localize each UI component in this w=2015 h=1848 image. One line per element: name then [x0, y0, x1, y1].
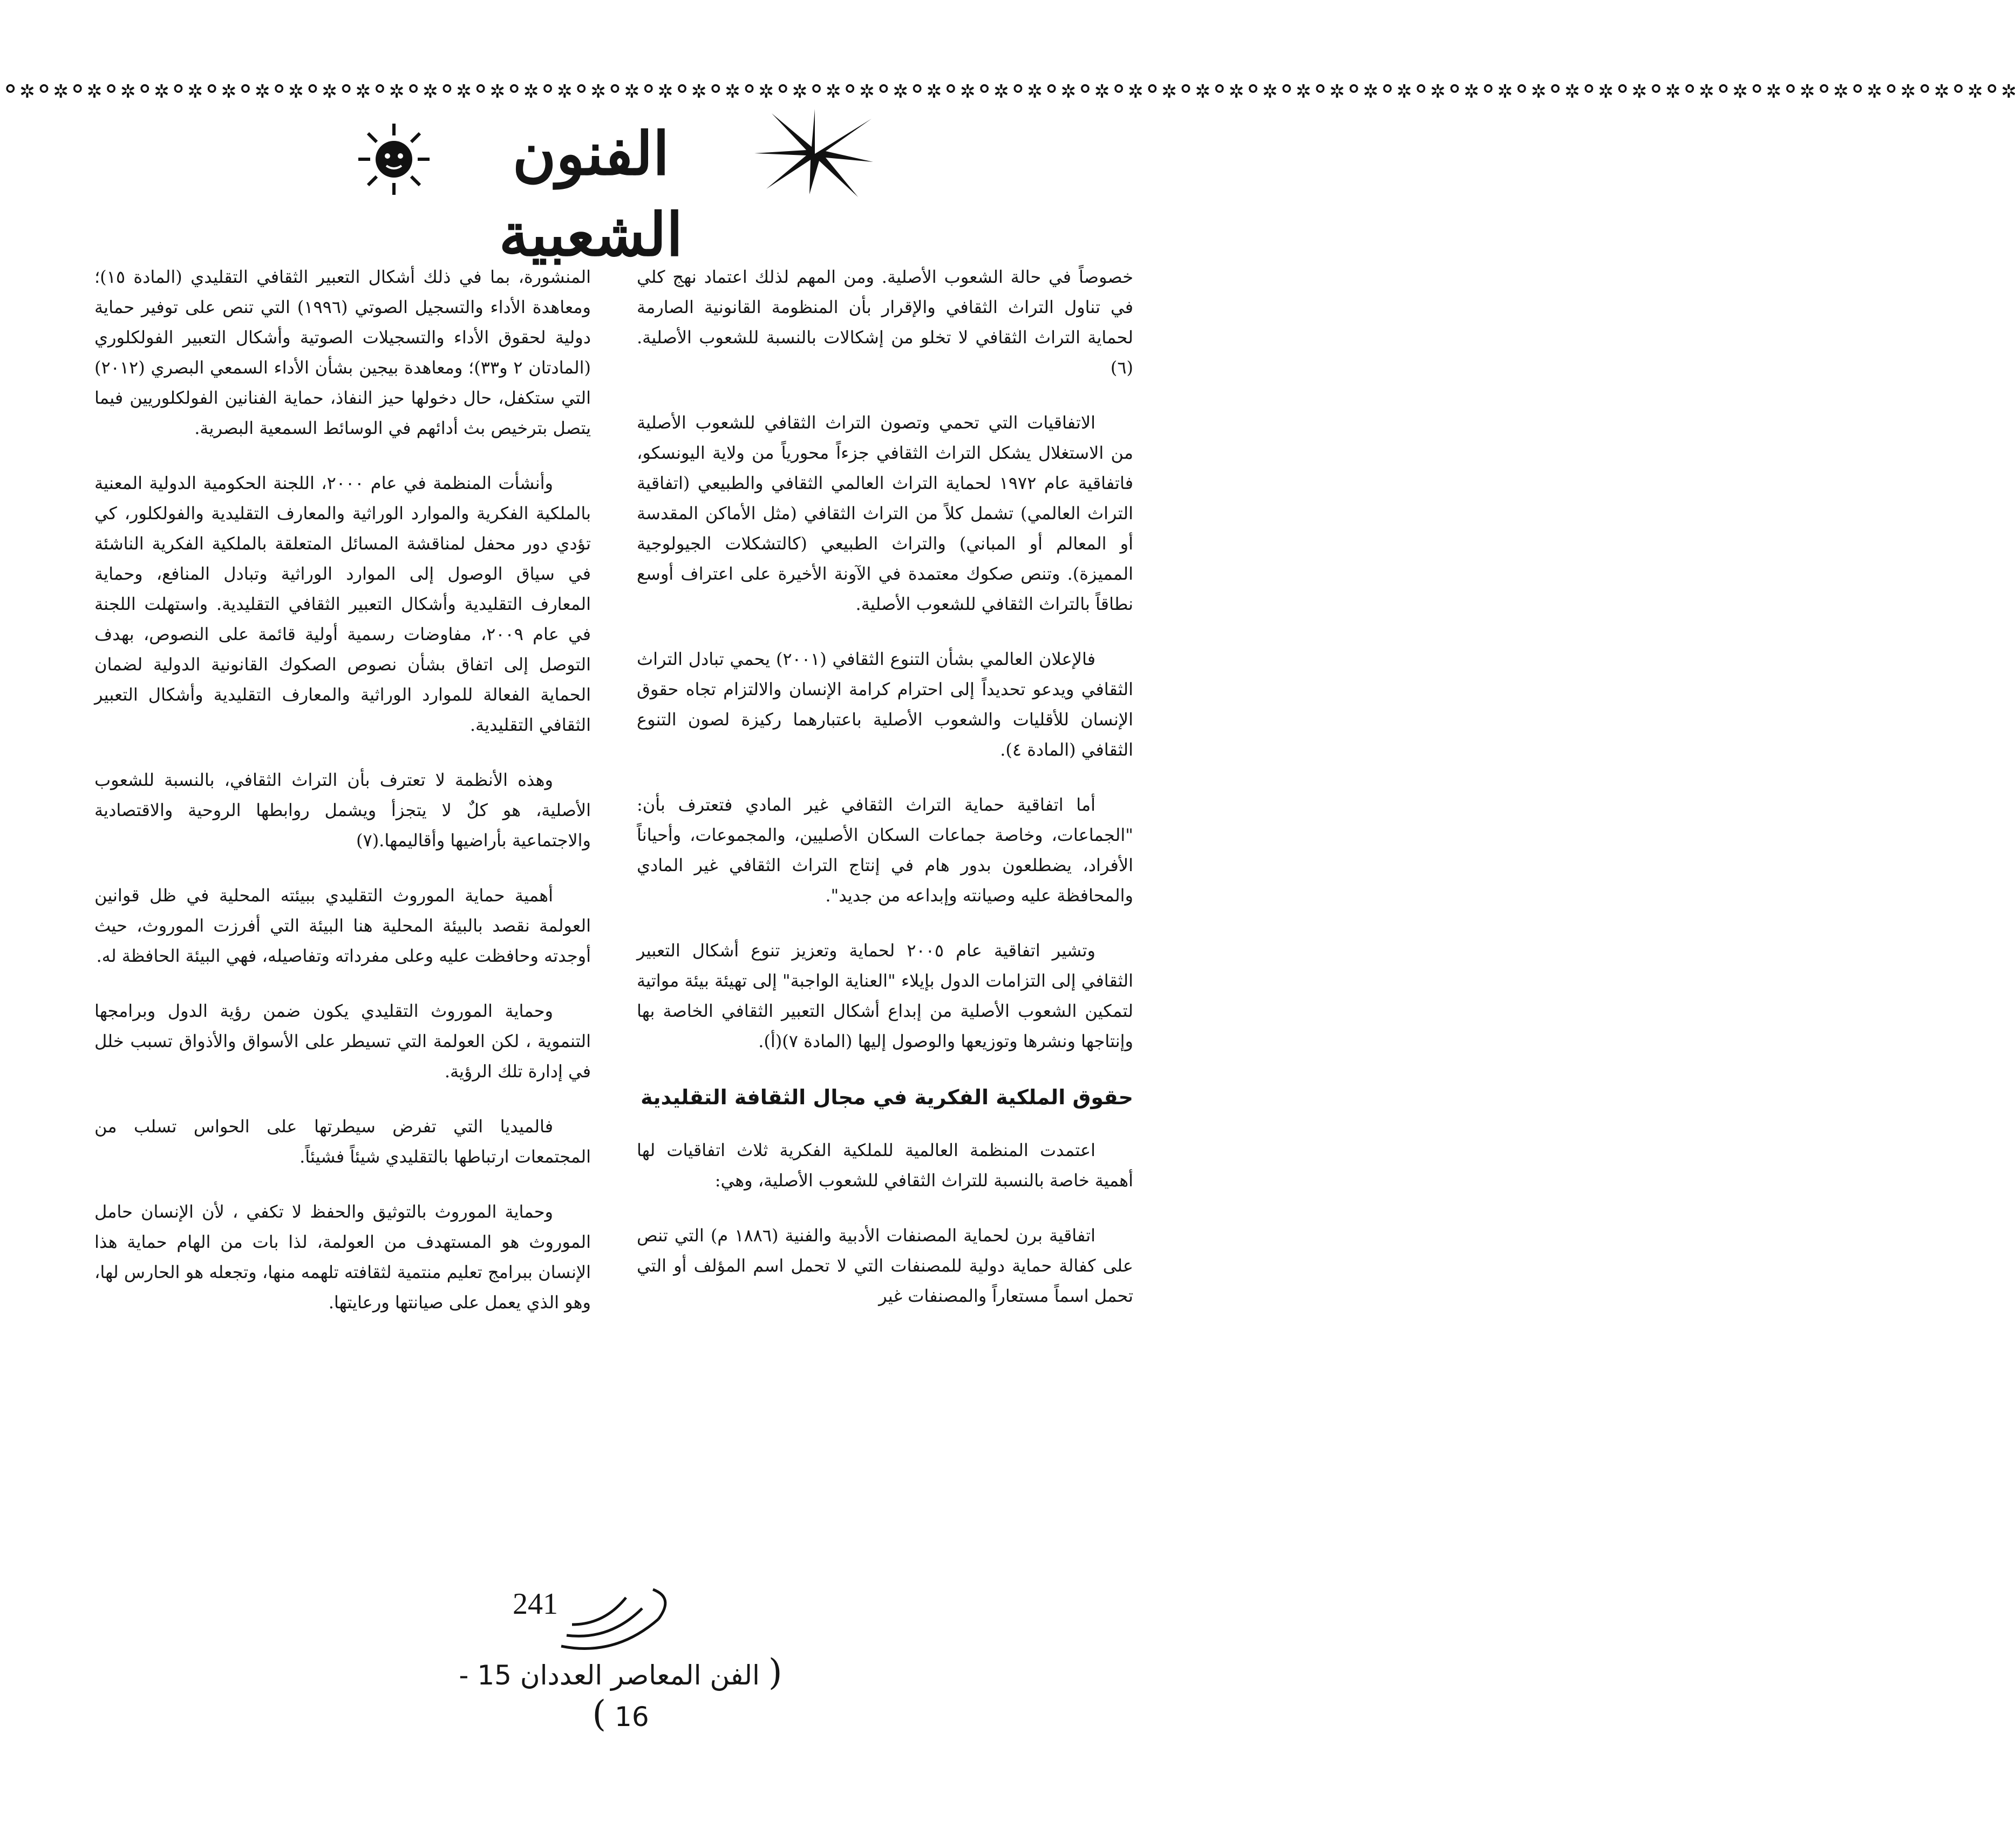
right-column [637, 262, 1133, 1336]
masthead [335, 108, 874, 269]
paragraph: وهذه الأنظمة لا تعترف بأن التراث الثقافي، بالنسبة للشعوب الأصلية، هو كلٌ لا يتجزأ ويشمل روابطها الروحية والاقتصادية والاجتماعية بأراضيها وأقاليمها.(٧) [94, 770, 591, 851]
paragraph: اعتمدت المنظمة العالمية للملكية الفكرية ثلاث اتفاقيات لها أهمية خاصة بالنسبة للتراث الثقافي للشعوب الأصلية، وهي: [637, 1140, 1133, 1191]
masthead-title: الفنون الشعبية [499, 119, 683, 269]
section-heading: حقوق الملكية الفكرية في مجال الثقافة التقليدية [641, 1085, 1133, 1109]
paragraph: وأنشأت المنظمة في عام ٢٠٠٠، اللجنة الحكومية الدولية المعنية بالملكية الفكرية والموارد الوراثية والمعارف التقليدية والفولكلور، كي تؤدي دور محفل لمناقشة المسائل المتعلقة بالملكية الفكرية الناشئة في سياق الوصول إلى الموارد الوراثية وتبادل المنافع، وحماية المعارف التقليدية وأشكال التعبير الثقافي التقليدية. واستهلت اللجنة في عام ٢٠٠٩، مفاوضات رسمية أولية قائمة على النصوص، بهدف التوصل إلى اتفاق بشأن نصوص الصكوك القانونية الدولية لضمان الحماية الفعالة للموارد الوراثية والمعارف التقليدية وأشكال التعبير الثقافي التقليدية. [94, 473, 591, 735]
star-burst-icon [750, 108, 874, 200]
paragraph: وحماية الموروث بالتوثيق والحفظ لا تكفي ، لأن الإنسان حامل الموروث هو المستهدف من العولمة، لذا بات من الهام حماية هذا الإنسان ببرامج تعليم منتمية لثقافته تلهمه منها، وتجعله هو الحارس لها، وهو الذي يعمل على صيانتها ورعايتها. [94, 1201, 591, 1313]
paragraph: اتفاقية برن لحماية المصنفات الأدبية والفنية (١٨٨٦ م) التي تنص على كفالة حماية دولية للمصنفات التي لا تحمل اسم المؤلف أو التي تحمل اسماً مستعاراً والمصنفات غير [637, 1225, 1133, 1306]
paragraph: وحماية الموروث التقليدي يكون ضمن رؤية الدول وبرامجها التنموية ، لكن العولمة التي تسيطر على الأسواق والأذواق تسبب خلل في إدارة تلك الرؤية. [94, 1001, 591, 1082]
journal-name: الفن المعاصر [611, 1660, 760, 1691]
paragraph: المنشورة، بما في ذلك أشكال التعبير الثقافي التقليدي (المادة ١٥)؛ ومعاهدة الأداء والتسجيل الصوتي (١٩٩٦) التي تنص على توفير حماية دولية لحقوق الأداء والتسجيلات الصوتية وأشكال التعبير الفولكلوري (المادتان ٢ و٣٣)؛ ومعاهدة بيجين بشأن الأداء السمعي البصري (٢٠١٢) التي ستكفل، حال دخولها حيز النفاذ، حماية الفنانين الفولكلوريين فيما يتصل بترخيص بث أدائهم في الوسائط السمعية البصرية. [94, 267, 591, 438]
paragraph: وتشير اتفاقية عام ٢٠٠٥ لحماية وتعزيز تنوع أشكال التعبير الثقافي إلى التزامات الدول بإيلاء "العناية الواجبة" إلى تهيئة بيئة مواتية لتمكين الشعوب الأصلية من إبداع أشكال التعبير الثقافي الخاصة بها وإنتاجها ونشرها وتوزيعها والوصول إليها (المادة ٧)(أ). [637, 940, 1134, 1051]
paragraph: فالإعلان العالمي بشأن التنوع الثقافي (٢٠٠١) يحمي تبادل التراث الثقافي ويدعو تحديداً إلى احترام كرامة الإنسان والالتزام تجاه حقوق الإنسان للأقليات والشعوب الأصلية باعتبارهما ركيزة لصون التنوع الثقافي (المادة ٤). [637, 649, 1133, 760]
issue-line: ( الفن المعاصر العددان 15 - 16 ) [459, 1652, 782, 1735]
left-column [94, 262, 591, 1342]
paragraph: فالميديا التي تفرض سيطرتها على الحواس تسلب من المجتمعات ارتباطها بالتقليدي شيئاً فشيئاً. [94, 1116, 591, 1167]
page-number: 241 [513, 1587, 558, 1621]
paragraph: أما اتفاقية حماية التراث الثقافي غير المادي فتعترف بأن: "الجماعات، وخاصة جماعات السكان الأصليين، والمجموعات، وأحياناً الأفراد، يضطلعون بدور هام في إنتاج التراث الثقافي غير المادي والمحافظة عليه وصيانته وإبداعه من جديد". [637, 794, 1133, 906]
sun-face-icon [356, 121, 432, 197]
paragraph: أهمية حماية الموروث التقليدي ببيئته المحلية في ظل قوانين العولمة نقصد بالبيئة المحلية هنا البيئة التي أفرزت الموروث، حيث أوجدته وحافظت عليه وعلى مفرداته وتفاصيله، فهي البيئة الحافظة له. [94, 885, 591, 966]
wave-logo-icon [550, 1587, 680, 1657]
issue-number: العددان 15 - 16 [459, 1660, 649, 1732]
decorative-border: ⚬✲⚬✲⚬✲⚬✲⚬✲⚬✲⚬✲⚬✲⚬✲⚬✲⚬✲⚬✲⚬✲⚬✲⚬✲⚬✲⚬✲⚬✲⚬✲⚬✲⚬✲⚬✲⚬✲⚬✲⚬✲⚬✲⚬✲⚬✲⚬✲⚬✲⚬✲⚬✲⚬✲⚬✲⚬✲⚬✲⚬✲⚬✲⚬✲⚬✲⚬✲⚬✲⚬✲⚬✲⚬✲⚬✲⚬✲⚬✲⚬✲⚬✲⚬✲⚬✲⚬✲⚬✲⚬✲⚬✲⚬✲⚬✲⚬✲⚬✲ [0, 74, 2015, 104]
page-footer [421, 1587, 820, 1735]
paragraph: خصوصاً في حالة الشعوب الأصلية. ومن المهم لذلك اعتماد نهج كلي في تناول التراث الثقافي والإقرار بأن المنظومة القانونية الصارمة لحماية التراث الثقافي لا تخلو من إشكالات بالنسبة للشعوب الأصلية.(٦) [637, 267, 1134, 378]
paragraph: الاتفاقيات التي تحمي وتصون التراث الثقافي للشعوب الأصلية من الاستغلال يشكل التراث الثقافي جزءاً محورياً من ولاية اليونسكو، فاتفاقية عام ١٩٧٢ لحماية التراث العالمي الثقافي والطبيعي (اتفاقية التراث العالمي) تشمل كلاً من التراث الثقافي (مثل الأماكن المقدسة أو المعالم أو المباني) والتراث الطبيعي (كالتشكلات الجيولوجية المميزة). وتنص صكوك معتمدة في الآونة الأخيرة على اعتراف أوسع نطاقاً بالتراث الثقافي للشعوب الأصلية. [637, 412, 1134, 614]
